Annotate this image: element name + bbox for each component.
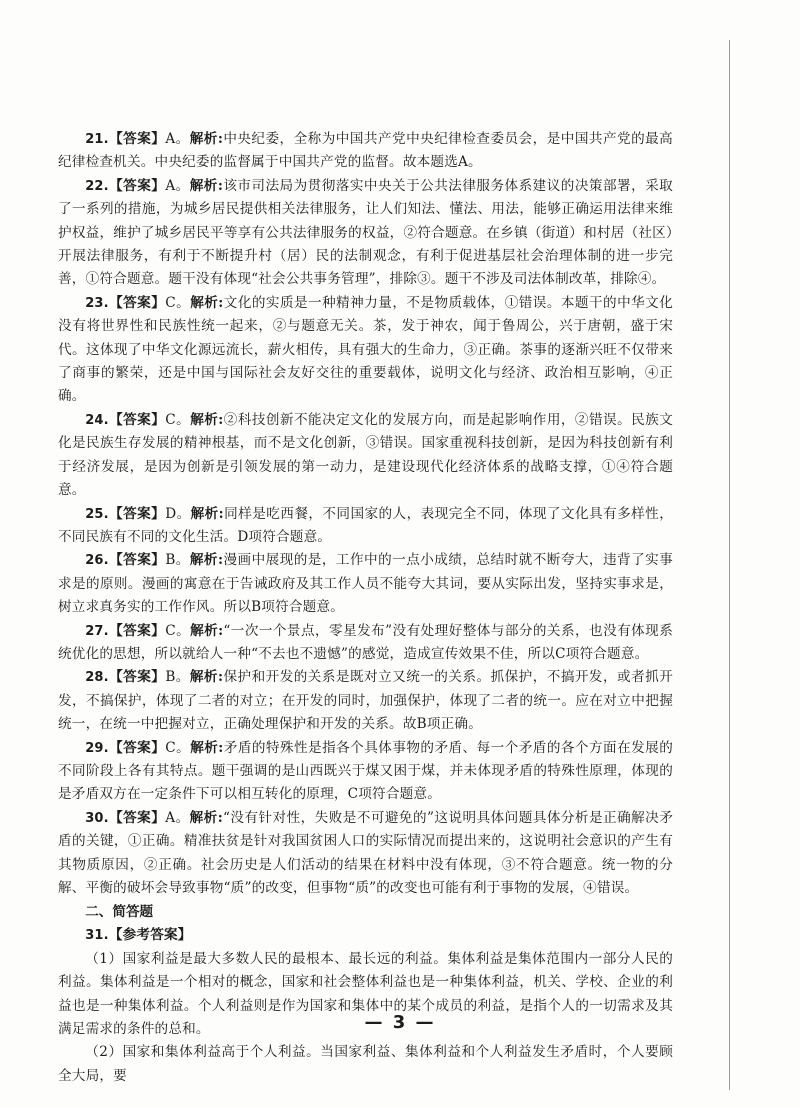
answer-24: 24.【答案】C。解析:②科技创新不能决定文化的发展方向，而是起影响作用，②错误。民族文化是民族生存发展的精神根基，而不是文化创新，③错误。国家重视科技创新，是因为科技创新有利于经济发展，是因为创新是引领发展的第一动力，是建设现代化经济体系的战略支撑，①④符合题意。: [58, 411, 673, 499]
answer-30: 30.【答案】A。解析:“没有针对性，失败是不可避免的”这说明具体问题具体分析是正确解决矛盾的关键，①正确。精准扶贫是针对我国贫困人口的实际情况而提出来的，这说明社会意识的产生有其物质原因，②正确。社会历史是人们活动的结果在材料中没有体现，③不符合题意。统一物的分解、平衡的破坏会导致事物“质”的改变，但事物“质”的改变也可能有利于事物的发展，④错误。: [58, 809, 674, 896]
page-number: — 3 —: [364, 1012, 436, 1033]
section-heading: 二、简答题: [85, 904, 154, 921]
answer-25: 25.【答案】D。解析:同样是吃西餐，不同国家的人，表现完全不同，体现了文化具有多样性，不同民族有不同的文化生活。D项符合题意。: [58, 505, 673, 545]
page-content: [58, 128, 673, 1088]
answer-23: 23.【答案】C。解析:文化的实质是一种精神力量，不是物质载体，①错误。本题干的中华文化没有将世界性和民族性统一起来，②与题意无关。茶，发于神农，闻于鲁周公，兴于唐朝，盛于宋代。这体现了中华文化源远流长，薪火相传，具有强大的生命力，③正确。茶事的逐渐兴旺不仅带来了商事的繁荣，还是中国与国际社会友好交往的重要载体，说明文化与经济、政治相互影响，④正确。: [58, 294, 673, 405]
answer-22: 22.【答案】A。解析:该市司法局为贯彻落实中央关于公共法律服务体系建议的决策部署，采取了一系列的措施，为城乡居民提供相关法律服务，让人们知法、懂法、用法，能够正确运用法律来维护权益，维护了城乡居民平等享有公共法律服务的权益，②符合题意。在乡镇（街道）和村居（社区）开展法律服务，有利于不断提升村（居）民的法制观念，有利于促进基层社会治理体制的进一步完善，①符合题意。题干没有体现“社会公共事务管理”，排除③。题干不涉及司法体制改革，排除④。: [58, 177, 673, 288]
answer-21: 21.【答案】A。解析:中央纪委，全称为中国共产党中央纪律检查委员会，是中国共产党的最高纪律检查机关。中央纪委的监督属于中国共产党的监督。故本题选A。: [58, 131, 673, 171]
answer-31-part1: （1）国家利益是最大多数人民的最根本、最长远的利益。集体利益是集体范围内一部分人民的利益。集体利益是一个相对的概念，国家和社会整体利益也是一种集体利益，机关、学校、企业的利益也是一种集体利益。个人利益则是作为国家和集体中的某个成员的利益，是指个人的一切需求及其满足需求的条件的总和。: [58, 950, 673, 1038]
answer-28: 28.【答案】B。解析:保护和开发的关系是既对立又统一的关系。抓保护，不搞开发，或者抓开发，不搞保护，体现了二者的对立；在开发的同时，加强保护，体现了二者的统一。应在对立中把握统一，在统一中把握对立，正确处理保护和开发的关系。故B项正确。: [58, 669, 674, 733]
answer-31-part2: （2）国家和集体利益高于个人利益。当国家利益、集体利益和个人利益发生矛盾时，个人要顾全大局，要: [58, 1044, 673, 1084]
answer-27: 27.【答案】C。解析:“一次一个景点，零星发布”没有处理好整体与部分的关系，也没有体现系统优化的思想，所以就给人一种“不去也不遗憾”的感觉，造成宣传效果不佳，所以C项符合题意。: [58, 622, 674, 662]
answer-26: 26.【答案】B。解析:漫画中展现的是，工作中的一点小成绩，总结时就不断夸大，违背了实事求是的原则。漫画的寓意在于告诫政府及其工作人员不能夸大其词，要从实际出发，坚持实事求是，树立求真务实的工作作风。所以B项符合题意。: [58, 552, 674, 616]
scan-edge-line: [729, 40, 730, 1090]
answer-29: 29.【答案】C。解析:矛盾的特殊性是指各个具体事物的矛盾、每一个矛盾的各个方面在发展的不同阶段上各有其特点。题干强调的是山西既兴于煤又困于煤，并未体现矛盾的特殊性原理，体现的是矛盾双方在一定条件下可以相互转化的原理，C项符合题意。: [58, 739, 673, 803]
answer-31-heading: 31.【参考答案】: [85, 927, 192, 944]
